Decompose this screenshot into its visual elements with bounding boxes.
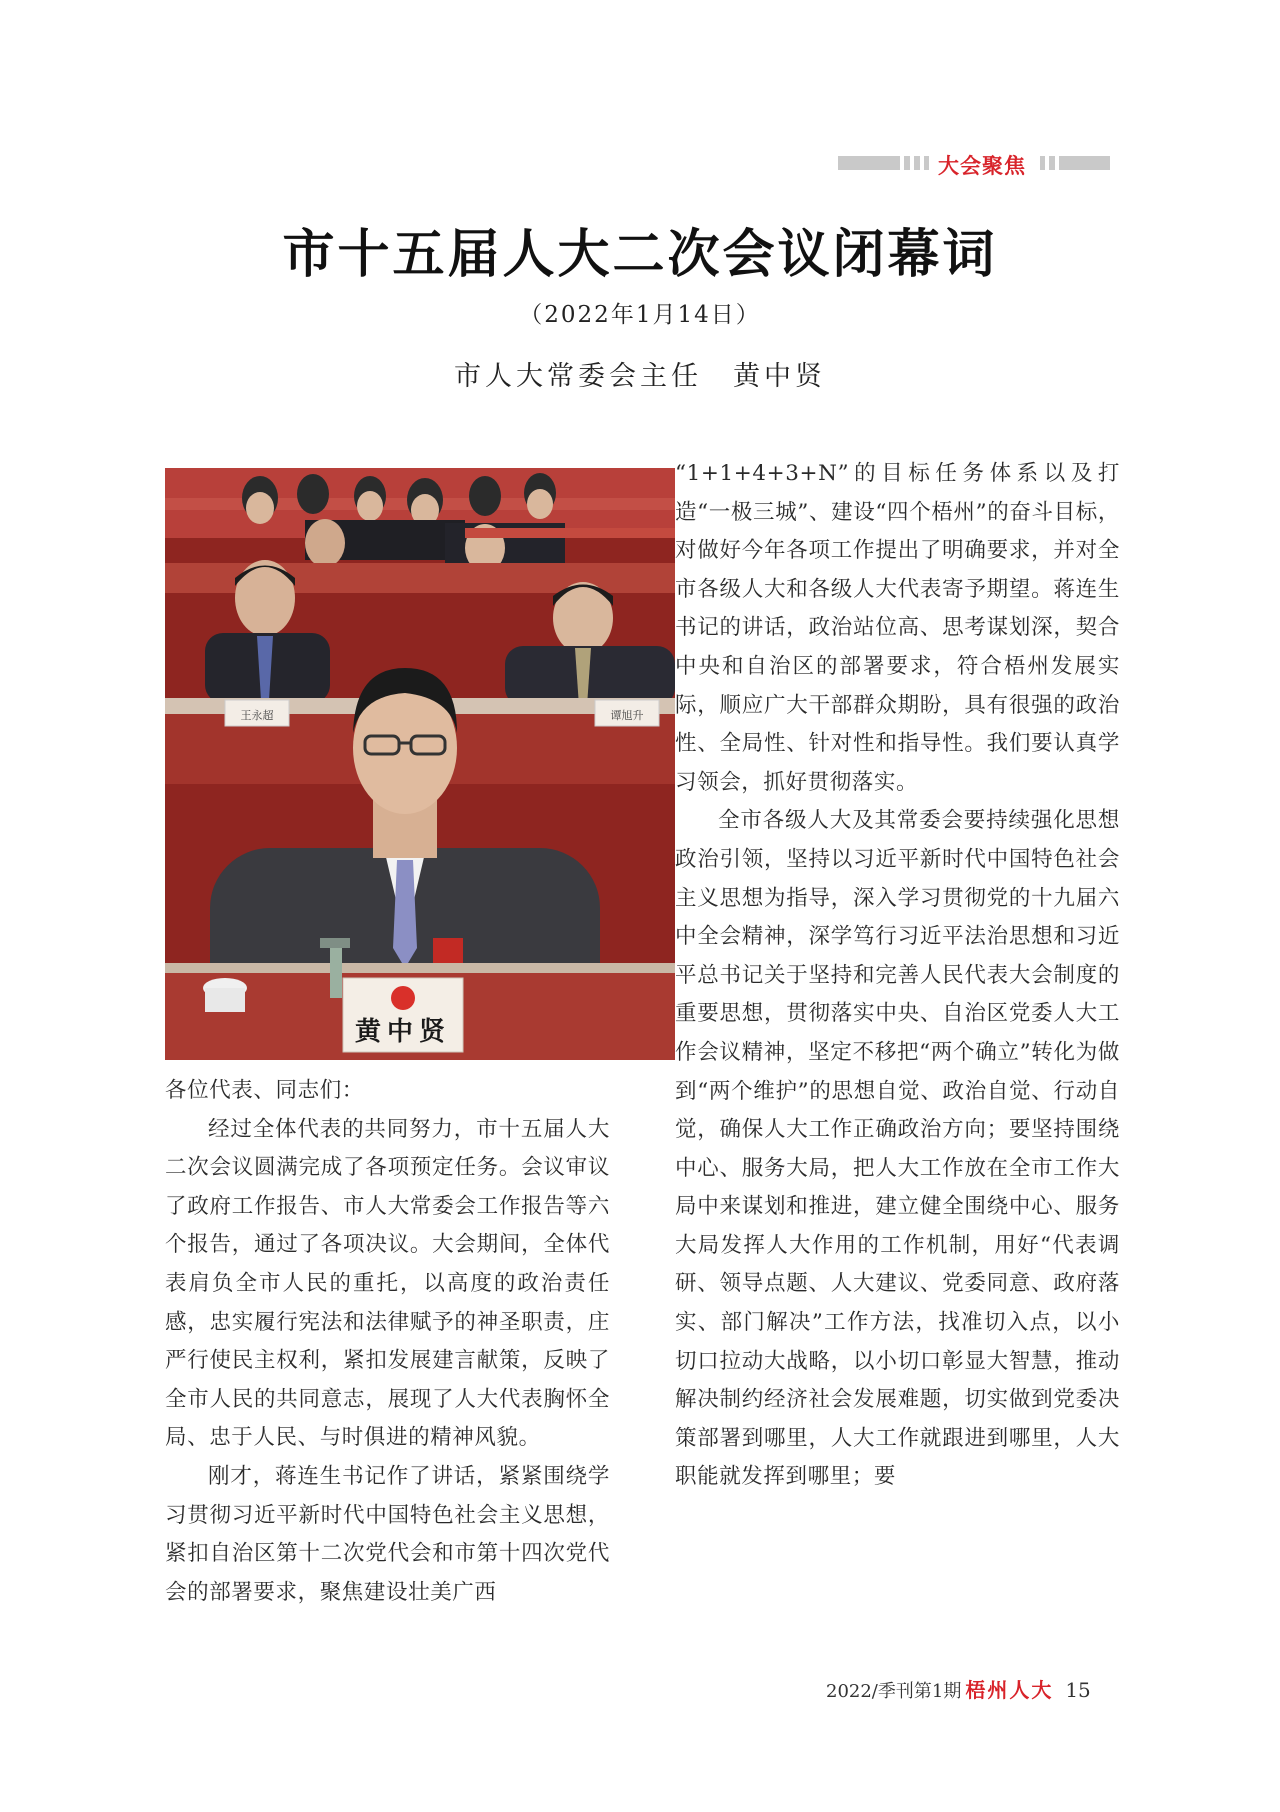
paragraph: 刚才，蒋连生书记作了讲话，紧紧围绕学习贯彻习近平新时代中国特色社会主义思想，紧扣自治区第十二次党代会和市第十四次党代会的部署要求，聚焦建设壮美广西 xyxy=(165,1463,610,1605)
header-gray-block xyxy=(1059,156,1110,170)
article-date: （2022年1月14日） xyxy=(519,302,761,328)
article-author: 市人大常委会主任 黄中贤 xyxy=(454,361,826,392)
page-footer xyxy=(826,1674,1091,1703)
header-gray-block xyxy=(904,156,910,170)
speaker-photo xyxy=(165,468,675,1060)
header-gray-block xyxy=(914,156,920,170)
header-gray-block xyxy=(924,156,929,170)
paragraph: “1+1+4+3+N”的目标任务体系以及打造“一极三城”、建设“四个梧州”的奋斗目标，对做好今年各项工作提出了明确要求，并对全市各级人大和各级人大代表寄予期望。蒋连生书记的讲话，政治站位高、思考谋划深，契合中央和自治区的部署要求，符合梧州发展实际，顺应广大干部群众期盼，具有很强的政治性、全局性、针对性和指导性。我们要认真学习领会，抓好贯彻落实。 xyxy=(675,461,1120,795)
section-header-bar xyxy=(838,152,1110,178)
header-gray-block xyxy=(1040,156,1045,170)
paragraph: 经过全体代表的共同努力，市十五届人大二次会议圆满完成了各项预定任务。会议审议了政府工作报告、市人大常委会工作报告等六个报告，通过了各项决议。大会期间，全体代表肩负全市人民的重托，以高度的政治责任感，忠实履行宪法和法律赋予的神圣职责，庄严行使民主权利，紧扣发展建言献策，反映了全市人民的共同意志，展现了人大代表胸怀全局、忠于人民、与时俱进的精神风貌。 xyxy=(165,1116,610,1451)
nameplate-right: 谭旭升 xyxy=(610,709,644,722)
nameplate-left: 王永超 xyxy=(240,709,274,722)
paragraph: 各位代表、同志们： xyxy=(165,1078,364,1103)
nameplate-main: 黄中贤 xyxy=(354,1017,452,1047)
left-column xyxy=(165,1072,610,1612)
header-gray-block xyxy=(838,156,900,170)
section-label: 大会聚焦 xyxy=(934,150,1030,180)
header-gray-block xyxy=(1049,156,1055,170)
right-column xyxy=(675,455,1120,1497)
page-number: 15 xyxy=(1065,1678,1091,1702)
paragraph: 全市各级人大及其常委会要持续强化思想政治引领，坚持以习近平新时代中国特色社会主义思想为指导，深入学习贯彻党的十九届六中全会精神，深学笃行习近平法治思想和习近平总书记关于坚持和完善人民代表大会制度的重要思想，贯彻落实中央、自治区党委人大工作会议精神，坚定不移把“两个确立”转化为做到“两个维护”的思想自觉、政治自觉、行动自觉，确保人大工作正确政治方向；要坚持围绕中心、服务大局，把人大工作放在全市工作大局中来谋划和推进，建立健全围绕中心、服务大局发挥人大作用的工作机制，用好“代表调研、领导点题、人大建议、党委同意、政府落实、部门解决”工作方法，找准切入点，以小切口拉动大战略，以小切口彰显大智慧，推动解决制约经济社会发展难题，切实做到党委决策部署到哪里，人大工作就跟进到哪里，人大职能就发挥到哪里；要 xyxy=(675,808,1120,1490)
article-title: 市十五届人大二次会议闭幕词 xyxy=(282,224,998,285)
issue-label: 2022/季刊第1期 xyxy=(826,1681,962,1702)
magazine-brand: 梧州人大 xyxy=(965,1678,1054,1702)
